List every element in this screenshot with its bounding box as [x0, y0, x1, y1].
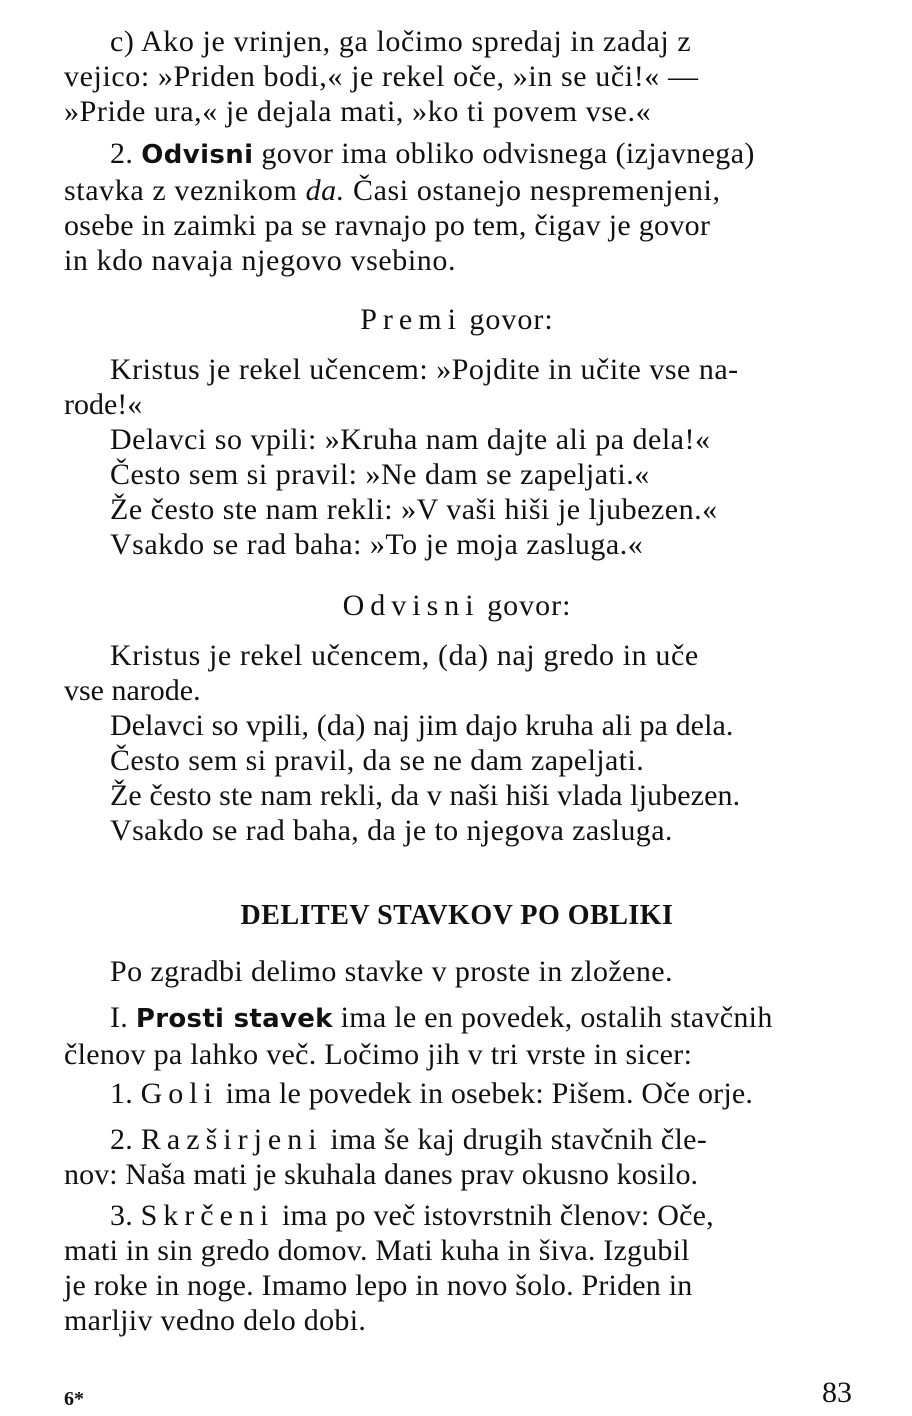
- premi-example-1: Kristus je rekel učencem: »Pojdite in učite vse na-: [110, 353, 739, 386]
- item-3: [64, 1198, 850, 1338]
- section-title: DELITEV STAVKOV PO OBLIKI: [240, 900, 674, 931]
- premi-heading-spaced: Premi: [360, 303, 462, 336]
- paragraph-2-line-2-b: Časi ostanejo nespremenjeni,: [353, 174, 721, 207]
- paragraph-2-line-2: [64, 173, 850, 208]
- page-number: 83: [822, 1376, 852, 1409]
- odvisni-example-5: Vsakdo se rad baha, da je to njegova zasluga.: [110, 814, 673, 847]
- paragraph-2-line-2-italic: da.: [305, 174, 345, 207]
- item-2-number: 2.: [110, 1123, 134, 1156]
- odvisni-example-1-cont: vse narode.: [64, 674, 201, 707]
- premi-govor-heading: [64, 302, 850, 337]
- item-3-line-3: je roke in noge. Imamo lepo in novo šolo. Priden in: [64, 1269, 693, 1302]
- item-2-line-2: nov: Naša mati je skuhala danes prav okusno kosilo.: [64, 1158, 699, 1191]
- signature-mark: 6*: [64, 1388, 84, 1410]
- odvisni-heading-rest: govor:: [487, 589, 572, 622]
- paragraph-2-line-1-rest: govor ima obliko odvisnega (izjavnega): [261, 137, 755, 170]
- odvisni-example-4: Že često ste nam rekli, da v naši hiši vlada ljubezen.: [110, 779, 741, 812]
- paragraph-c-line-1: c) Ako je vrinjen, ga ločimo spredaj in zadaj z: [110, 25, 692, 58]
- item-1-number: 1.: [110, 1077, 133, 1110]
- paragraph-I-number: I.: [110, 1001, 129, 1034]
- item-2: [64, 1122, 850, 1192]
- paragraph-2: [64, 136, 850, 278]
- paragraph-2-line-4: in kdo navaja njegovo vsebino.: [64, 244, 457, 277]
- odvisni-example-3: Često sem si pravil, da se ne dam zapeljati.: [110, 744, 645, 777]
- item-3-line-1: [64, 1198, 850, 1233]
- paragraph-2-line-2-a: stavka z veznikom: [64, 174, 298, 207]
- paragraph-2-number: 2.: [110, 137, 134, 170]
- odvisni-example-1: Kristus je rekel učencem, (da) naj gredo in uče: [110, 639, 699, 672]
- item-3-line-4: marljiv vedno delo dobi.: [64, 1304, 367, 1337]
- odvisni-examples: [64, 638, 850, 848]
- paragraph-2-line-1: [64, 136, 850, 173]
- paragraph-I-line-1: [64, 1000, 850, 1037]
- paragraph-I-line-2: členov pa lahko več. Ločimo jih v tri vrste in sicer:: [64, 1038, 693, 1071]
- premi-heading-rest: govor:: [469, 303, 554, 336]
- paragraph-c: [64, 24, 850, 129]
- item-2-term: Razširjeni: [140, 1123, 323, 1156]
- item-2-rest: ima še kaj drugih stavčnih čle-: [330, 1123, 708, 1156]
- odvisni-govor-heading: [64, 588, 850, 623]
- item-1-term: Goli: [140, 1077, 218, 1110]
- premi-example-1-cont: rode!«: [64, 388, 143, 421]
- premi-examples: [64, 352, 850, 562]
- paragraph-c-line-3: »Pride ura,« je dejala mati, »ko ti povem vse.«: [64, 95, 652, 128]
- item-1: [64, 1076, 850, 1111]
- item-3-rest: ima po več istovrstnih členov: Oče,: [281, 1199, 714, 1232]
- paragraph-I-line-1-rest: ima le en povedek, ostalih stavčnih: [340, 1001, 773, 1034]
- premi-example-4: Že često ste nam rekli: »V vaši hiši je ljubezen.«: [110, 493, 718, 526]
- odvisni-example-2: Delavci so vpili, (da) naj jim dajo kruha ali pa dela.: [110, 709, 734, 742]
- paragraph-I: [64, 1000, 850, 1072]
- item-3-line-2: mati in sin gredo domov. Mati kuha in šiva. Izgubil: [64, 1234, 690, 1267]
- paragraph-2-term: Odvisni: [141, 140, 254, 170]
- item-3-number: 3.: [110, 1199, 133, 1232]
- paragraph-c-line-2: vejico: »Priden bodi,« je rekel oče, »in se uči!« —: [64, 60, 699, 93]
- premi-example-3: Često sem si pravil: »Ne dam se zapeljati.«: [110, 458, 650, 491]
- item-3-term: Skrčeni: [140, 1199, 275, 1232]
- paragraph-2-line-3: osebe in zaimki pa se ravnajo po tem, čigav je govor: [64, 209, 711, 242]
- intro-line: Po zgradbi delimo stavke v proste in zložene.: [110, 955, 673, 988]
- premi-example-2: Delavci so vpili: »Kruha nam dajte ali pa dela!«: [110, 423, 711, 456]
- paragraph-I-term: Prosti stavek: [135, 1004, 333, 1034]
- item-2-line-1: [64, 1122, 850, 1157]
- premi-example-5: Vsakdo se rad baha: »To je moja zasluga.«: [110, 528, 644, 561]
- odvisni-heading-spaced: Odvisni: [342, 589, 480, 622]
- item-1-line: [64, 1076, 850, 1111]
- intro-paragraph: [64, 954, 850, 989]
- item-1-rest: ima le povedek in osebek: Pišem. Oče orje.: [225, 1077, 754, 1110]
